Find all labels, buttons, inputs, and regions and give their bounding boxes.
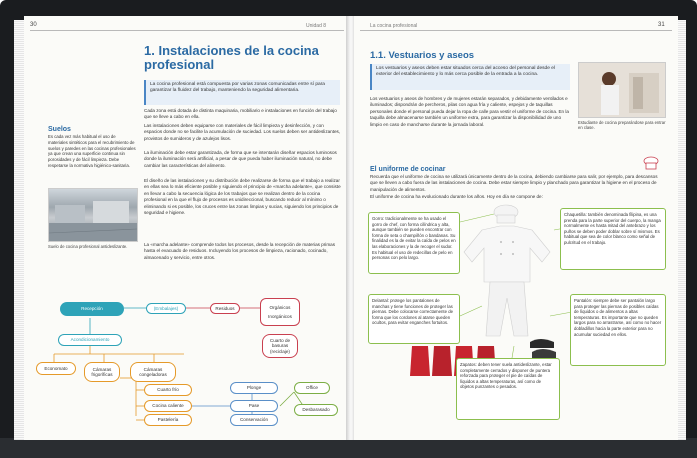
intro-highlight: La cocina profesional está compuesta por varias zonas comunicadas entre sí para garantizar la fluidez del trabajo, manteniendo la seguridad alimentaria. bbox=[144, 80, 340, 105]
paragraph-3: La iluminación debe estar garantizada, de forma que se intentarán diseñar espacios luminosos donde la iluminación será artificial, a pesar de que pueda haber iluminación natural, no debe cambiar las características del alimento. bbox=[144, 150, 337, 168]
right-page bbox=[354, 16, 678, 440]
running-head-left: Unidad 8 bbox=[306, 23, 327, 29]
photo-caption-left: Suelo de cocina profesional antideslizante. bbox=[48, 244, 128, 249]
photo-caption-right: Estudiante de cocina preparándose para entrar en clase. bbox=[578, 120, 666, 131]
uniform-intro: Recuerda que el uniforme de cocina se utilizará únicamente dentro de la cocina, debiendo cambiarse para salir, por ejemplo, para descansos que se lleven a cabo fuera de las instalaciones de cocina. Debe estar siempre limpio y planchado para garantizar la higiene en el proceso de manipulación de alimentos. bbox=[370, 174, 658, 192]
flow-node-acondicionamiento: Acondicionamiento bbox=[58, 334, 122, 346]
callout-zapatos: Zapatos: deben tener suela antideslizante, estar completamente cerrados y disponer de puntera reforzada para proteger el pie de caídas de líquidos a altas temperaturas, así como de objetos punzantes o pesados. bbox=[456, 358, 560, 420]
flow-connectors bbox=[24, 16, 350, 440]
flow-node-residuos: Residuos bbox=[210, 303, 240, 314]
flow-node-pasteleria: Pastelería bbox=[144, 414, 192, 426]
running-head-right: La cocina profesional bbox=[370, 23, 418, 29]
side-text: Es cada vez más habitual el uso de materiales sintéticos para el recubrimiento de suelos y paredes en las cocinas profesionales ya que crean una superficie continua sin porosidades y de fácil limpieza. Debe respetarse la normativa higiénico-sanitaria. bbox=[48, 134, 136, 168]
flow-node-pase: Pase bbox=[230, 400, 278, 412]
chef-jacket-drawing bbox=[464, 226, 550, 282]
side-heading: Suelos bbox=[48, 126, 71, 133]
flow-node-inorganicos: Inorgánicos bbox=[268, 314, 292, 319]
section-title: 1.1. Vestuarios y aseos bbox=[370, 50, 475, 61]
flow-node-embalajes: (Embalajes) bbox=[146, 303, 186, 314]
uniform-heading: El uniforme de cocinar bbox=[370, 166, 446, 173]
callout-delantal: Delantal: protege los pantalones de manchas y tiene funciones de proteger las piernas. Debe colocarse correctamente de forma que los cordones al atarse queden ocultos, para evitar enganches fortuitos. bbox=[368, 294, 460, 344]
cover-edge bbox=[0, 438, 697, 458]
flow-node-desbarasado: Desbarasado bbox=[294, 404, 338, 416]
left-page-edges bbox=[14, 20, 24, 440]
callout-pantalon: Pantalón: siempre debe ser pantalón largo para proteger las piernas de posibles caídas de líquidos o de alimentos a altas temperaturas. Es importante que no queden largos para no arrastrarse, así como no hacer dobladillos hacia la parte exterior para no acumular suciedad en ellos. bbox=[570, 294, 666, 366]
callout-gorro: Gorro: tradicionalmente se ha usado el gorro de chef, con forma cilíndrica y alta, aunque también se pueden encontrar con forma de seta o champiñón o bandanas. Su finalidad es la de evitar la caída de pelos en las elaboraciones y la de recoger el sudor. Es habitual el uso de redecillas de pelo en personas con pelo largo. bbox=[368, 212, 460, 274]
flow-group-residuos bbox=[260, 298, 300, 326]
shoes-drawing bbox=[530, 339, 556, 358]
flow-node-conservacion: Conservación bbox=[230, 414, 278, 426]
flow-node-plonge: Plonge bbox=[230, 382, 278, 394]
flow-node-camaras-frigorificas: Cámaras frigoríficas bbox=[84, 362, 120, 382]
chef-hat-drawing bbox=[494, 205, 518, 223]
flow-node-recepcion: Recepción bbox=[60, 302, 124, 316]
page-number-left: 30 bbox=[30, 22, 37, 28]
chef-trousers-drawing bbox=[486, 282, 528, 336]
uniform-intro-2: El uniforme de cocina ha evolucionado durante los años. Hoy en día se compone de: bbox=[370, 194, 543, 199]
paragraph-4: El diseño de las instalaciones y su distribución debe realizarse de forma que el trabajo a realizar en ellas sea lo más eficiente posible y siguiendo el principio de «marcha adelante», que consiste en llevar a cabo la secuencia lógica de los trabajos que se realizan dentro de la cocina profesional en la que el flujo de procesos es unidireccional, buscando reducir al mínimo o eliminando si es posible, los cruces entre las zonas limpias y sucias, siguiendo los principios de seguridad e higiene. bbox=[144, 178, 341, 216]
paragraph-5: La «marcha adelante» comprende todos los procesos, desde la recepción de materias primas hasta el evacuado de residuos. Incluyendo los procesos de limpieza, racionado, cocinado, almacenado y servicio, entre otros. bbox=[144, 242, 336, 260]
flow-node-cuarto-basuras: Cuarto de basuras (reciclaje) bbox=[262, 334, 298, 358]
page-title: 1. Instalaciones de la cocina profesional bbox=[144, 43, 319, 72]
section-paragraph: Los vestuarios y aseos de hombres y de mujeres estarán separados, y debidamente ventilados e iluminados; dispondrán de percheros, pilas con agua fría y caliente, espejos y de taquillas personales donde el personal pueda dejar la ropa de calle para vestir el uniforme de cocina. En la taquilla debe almacenarse también un uniforme extra, para garantizar la disponibilidad de uno limpio en caso de mancharse durante la jornada laboral. bbox=[370, 96, 569, 127]
flow-node-cocina-caliente: Cocina caliente bbox=[144, 400, 192, 412]
paragraph-2: Las instalaciones deben equiparse con materiales de fácil limpieza y desinfección, y con espacios donde no se facilite la acumulación de suciedad. Los suelos deben ser antideslizantes, provistos de sumideros y de azulejos lisos. bbox=[144, 123, 341, 141]
callout-chaquetilla: Chaquetilla: también denominada filipina, es una prenda para la parte superior del cuerpo, la manga normalmente es hasta mitad del antebrazo y los puños se deben poder doblar sobre sí mismos. Es habitual que sea de color blanco como señal de pulcritud en el trabajo. bbox=[560, 208, 666, 270]
section-highlight: Los vestuarios y aseos deben estar situados cerca del acceso del personal desde el exterior del establecimiento y lo más cerca posible de la entrada a la cocina. bbox=[370, 64, 570, 90]
flow-node-office: Office bbox=[294, 382, 330, 394]
right-page-edges bbox=[678, 20, 686, 440]
left-page bbox=[24, 16, 350, 440]
flow-node-camaras-congeladoras: Cámaras congeladoras bbox=[130, 362, 176, 382]
paragraph-1: Cada zona está dotada de distinta maquinaria, mobiliario e instalaciones en función del trabajo que se lleve a cabo en ella. bbox=[144, 108, 337, 120]
flow-node-economato: Economato bbox=[36, 362, 76, 375]
flow-node-organicos: Orgánicos bbox=[269, 304, 291, 310]
page-number-right: 31 bbox=[658, 22, 665, 28]
flow-node-cuarto-frio: Cuarto frío bbox=[144, 384, 192, 396]
